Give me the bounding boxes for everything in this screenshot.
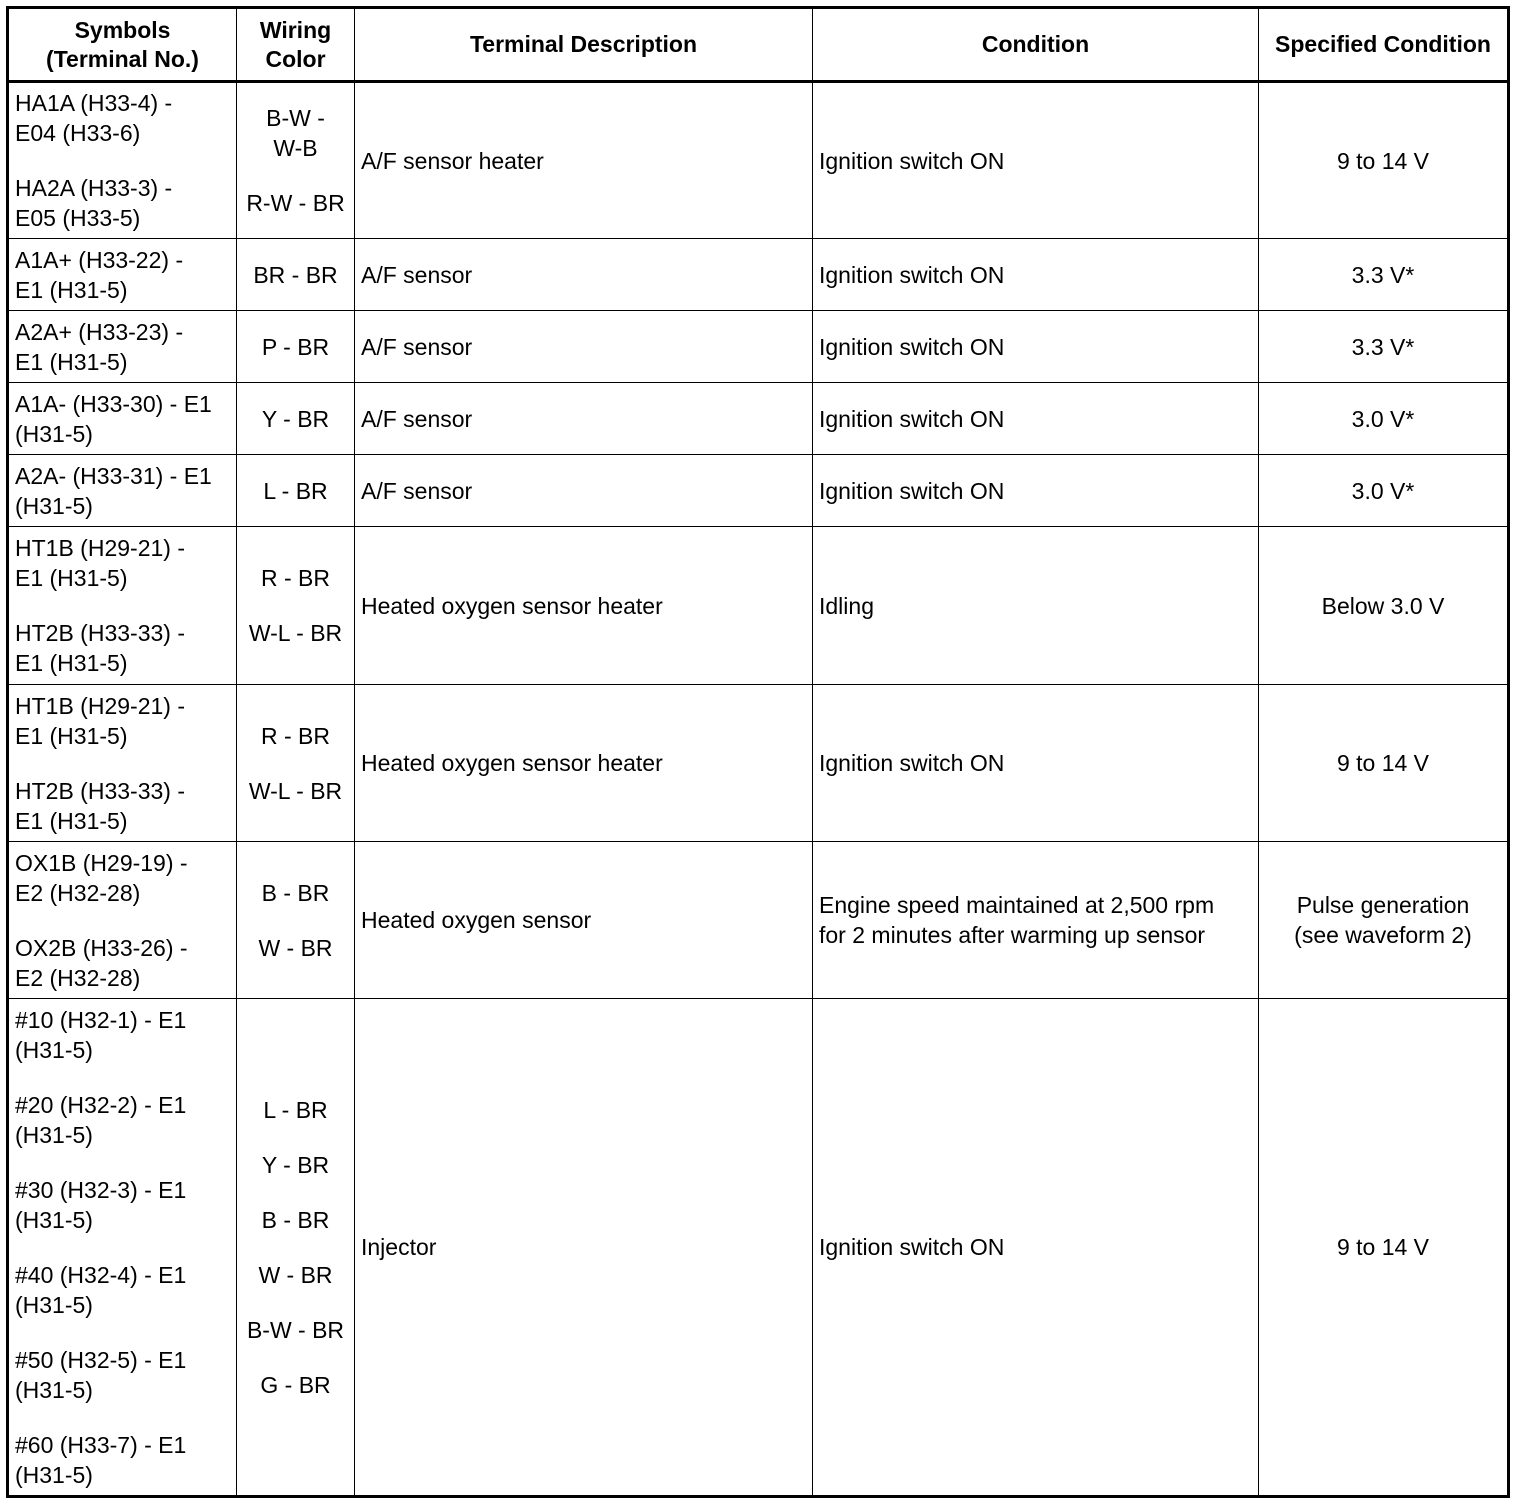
condition-line: Ignition switch ON [819,1234,1005,1260]
header-condition: Condition [813,8,1259,82]
terminal-symbol-line: #10 (H32-1) - E1 [15,1006,187,1033]
table-header [8,8,1509,82]
specified-condition-cell [1259,685,1509,842]
terminal-symbol-line: (H31-5) [15,420,93,447]
terminal-symbol [15,848,230,908]
header-row [8,8,1509,82]
specified-condition-line: Below 3.0 V [1321,592,1445,619]
terminal-symbol-line: E2 (H32-28) [15,964,141,991]
terminal-symbol [15,88,230,148]
terminal-symbol-line: (H31-5) [15,492,93,519]
wiring-color-line: B - BR [261,879,330,906]
wiring-color [243,188,348,218]
table-row [8,311,1509,383]
specified-condition-cell [1259,527,1509,685]
terminal-symbol [15,1430,230,1490]
wiring-color [243,103,348,163]
specified-condition-cell [1259,842,1509,999]
symbols-cell [8,842,237,999]
wiring-color-cell [237,455,355,527]
terminal-symbol-line: (H31-5) [15,1291,93,1318]
table-row [8,383,1509,455]
terminal-symbol-line: E1 (H31-5) [15,276,128,303]
header-terminal-description: Terminal Description [355,8,813,82]
condition-cell [813,455,1259,527]
terminal-description-cell: A/F sensor [355,311,813,383]
condition-line: for 2 minutes after warming up sensor [819,922,1206,948]
symbols-cell [8,527,237,685]
terminal-symbol-line: E1 (H31-5) [15,565,128,591]
wiring-color [243,476,348,506]
symbols-cell [8,685,237,842]
terminal-symbol-line: #50 (H32-5) - E1 [15,1346,187,1373]
wiring-color [243,1370,348,1400]
terminal-symbol [15,461,230,521]
terminal-description-cell: A/F sensor [355,383,813,455]
wiring-color-line: P - BR [261,333,330,360]
terminal-symbol-line: E1 (H31-5) [15,722,128,749]
table-row [8,239,1509,311]
condition-cell [813,311,1259,383]
specified-condition-line: (see waveform 2) [1294,922,1472,948]
terminal-symbol-line: #30 (H32-3) - E1 [15,1176,187,1203]
header-specified-condition: Specified Condition [1259,8,1509,82]
wiring-color-cell [237,82,355,239]
terminal-symbol [15,776,230,836]
wiring-color [243,878,348,908]
table-row [8,527,1509,685]
wiring-color-line: BR - BR [253,261,338,288]
wiring-color [243,1205,348,1235]
symbols-cell [8,311,237,383]
wiring-color-cell [237,311,355,383]
wiring-color-line: R - BR [261,722,330,749]
table-row [8,685,1509,842]
wiring-color-line: B-W - [266,105,325,131]
wiring-color [243,260,348,290]
terminal-symbol-line: A2A- (H33-31) - E1 [15,462,212,489]
wiring-color-line: W - BR [258,934,333,961]
terminal-symbol-line: E04 (H33-6) [15,120,141,146]
terminal-symbol-line: A1A- (H33-30) - E1 [15,390,212,417]
header-wiring-line1: Wiring [259,16,332,43]
terminal-description-cell: A/F sensor heater [355,82,813,239]
wiring-color-line: R - BR [261,565,330,591]
terminal-symbol-line: HT2B (H33-33) - [15,777,185,804]
condition-cell [813,82,1259,239]
header-wiring-line2: Color [265,45,326,72]
specified-condition-line: 9 to 14 V [1336,147,1430,174]
specified-condition-line: 9 to 14 V [1336,750,1430,776]
table-body [8,82,1509,1497]
specified-condition-cell [1259,239,1509,311]
wiring-color-line: Y - BR [261,405,330,432]
terminal-symbol-line: E1 (H31-5) [15,807,128,834]
condition-line: Ignition switch ON [819,261,1005,288]
wiring-color [243,1315,348,1345]
terminal-description-cell: Heated oxygen sensor heater [355,527,813,685]
terminal-symbol-line: E2 (H32-28) [15,879,141,906]
wiring-color-line: Y - BR [261,1151,330,1178]
terminal-symbol-line: #20 (H32-2) - E1 [15,1091,187,1118]
terminal-symbol-line: HT2B (H33-33) - [15,620,185,646]
terminal-symbol-line: HT1B (H29-21) - [15,535,185,561]
specified-condition-cell [1259,311,1509,383]
terminal-symbol-line: E1 (H31-5) [15,348,128,375]
terminal-symbol-line: (H31-5) [15,1376,93,1403]
symbols-cell [8,999,237,1497]
header-wiring-color [237,8,355,82]
wiring-color-line: R-W - BR [246,190,345,216]
terminal-symbol-line: HA2A (H33-3) - [15,175,173,201]
wiring-color-line: L - BR [263,1096,328,1123]
wiring-color-cell [237,999,355,1497]
wiring-color [243,332,348,362]
terminal-symbol [15,1345,230,1405]
wiring-color-line: B-W - BR [246,1316,345,1343]
terminal-symbol-line: E1 (H31-5) [15,650,128,676]
terminal-symbol-line: OX1B (H29-19) - [15,849,188,876]
specified-condition-cell [1259,455,1509,527]
terminal-symbol [15,317,230,377]
wiring-color [243,721,348,751]
symbols-cell [8,239,237,311]
terminal-symbol-line: #60 (H33-7) - E1 [15,1431,187,1458]
terminal-symbol [15,691,230,751]
wiring-color-line: W - BR [258,1261,333,1288]
terminal-symbol [15,1260,230,1320]
terminal-symbol-line: (H31-5) [15,1461,93,1488]
terminal-symbol-line: #40 (H32-4) - E1 [15,1261,187,1288]
terminal-description-cell: Heated oxygen sensor [355,842,813,999]
terminal-description-cell: A/F sensor [355,239,813,311]
specified-condition-line: 3.0 V* [1351,477,1415,504]
terminal-description-cell: Heated oxygen sensor heater [355,685,813,842]
terminal-symbol-line: A2A+ (H33-23) - [15,318,184,345]
condition-line: Ignition switch ON [819,750,1005,776]
terminal-symbol-line: (H31-5) [15,1121,93,1148]
terminal-symbol-line: E05 (H33-5) [15,205,141,231]
specified-condition-line: 3.3 V* [1351,333,1415,360]
condition-line: Engine speed maintained at 2,500 rpm [819,892,1215,918]
table-row [8,455,1509,527]
terminal-symbol-line: A1A+ (H33-22) - [15,246,184,273]
terminal-symbol [15,1005,230,1065]
condition-line: Ignition switch ON [819,147,1005,174]
wiring-color [243,563,348,593]
table-row [8,842,1509,999]
wiring-color-line: B - BR [261,1206,330,1233]
condition-cell [813,999,1259,1497]
terminal-inspection-table [6,6,1510,1498]
specified-condition-cell [1259,999,1509,1497]
condition-cell [813,842,1259,999]
wiring-color [243,1150,348,1180]
terminal-symbol-line: OX2B (H33-26) - [15,934,188,961]
specified-condition-cell [1259,82,1509,239]
wiring-color [243,618,348,648]
header-symbols-line2: (Terminal No.) [46,45,199,72]
header-symbols [8,8,237,82]
terminal-symbol [15,618,230,678]
wiring-color-line: W-L - BR [248,777,343,804]
wiring-color-line: W-L - BR [248,620,343,646]
wiring-color [243,933,348,963]
terminal-symbol [15,533,230,593]
specified-condition-cell [1259,383,1509,455]
terminal-description-cell: Injector [355,999,813,1497]
terminal-description-cell: A/F sensor [355,455,813,527]
terminal-symbol-line: (H31-5) [15,1206,93,1233]
condition-line: Ignition switch ON [819,333,1005,360]
wiring-color-line: L - BR [263,477,328,504]
specified-condition-line: 3.3 V* [1351,261,1415,288]
table-row [8,999,1509,1497]
terminal-symbol-line: HT1B (H29-21) - [15,692,185,719]
header-symbols-line1: Symbols [74,16,171,43]
condition-line: Idling [819,592,874,619]
terminal-symbol [15,1175,230,1235]
terminal-symbol [15,1090,230,1150]
wiring-color-cell [237,383,355,455]
condition-cell [813,685,1259,842]
terminal-symbol-line: HA1A (H33-4) - [15,90,173,116]
table-row [8,82,1509,239]
condition-cell [813,527,1259,685]
wiring-color-cell [237,527,355,685]
wiring-color-cell [237,239,355,311]
terminal-symbol [15,933,230,993]
symbols-cell [8,455,237,527]
wiring-color [243,776,348,806]
condition-cell [813,383,1259,455]
terminal-symbol [15,173,230,233]
terminal-symbol [15,389,230,449]
condition-line: Ignition switch ON [819,477,1005,504]
condition-line: Ignition switch ON [819,405,1005,432]
wiring-color-line: W-B [273,135,318,161]
specified-condition-line: 9 to 14 V [1336,1234,1430,1260]
wiring-color [243,1260,348,1290]
condition-cell [813,239,1259,311]
terminal-symbol-line: (H31-5) [15,1036,93,1063]
wiring-color-cell [237,842,355,999]
symbols-cell [8,82,237,239]
specified-condition-line: 3.0 V* [1351,405,1415,432]
specified-condition-line: Pulse generation [1296,892,1470,918]
wiring-color-line: G - BR [260,1371,331,1398]
symbols-cell [8,383,237,455]
wiring-color-cell [237,685,355,842]
wiring-color [243,1095,348,1125]
wiring-color [243,404,348,434]
terminal-symbol [15,245,230,305]
